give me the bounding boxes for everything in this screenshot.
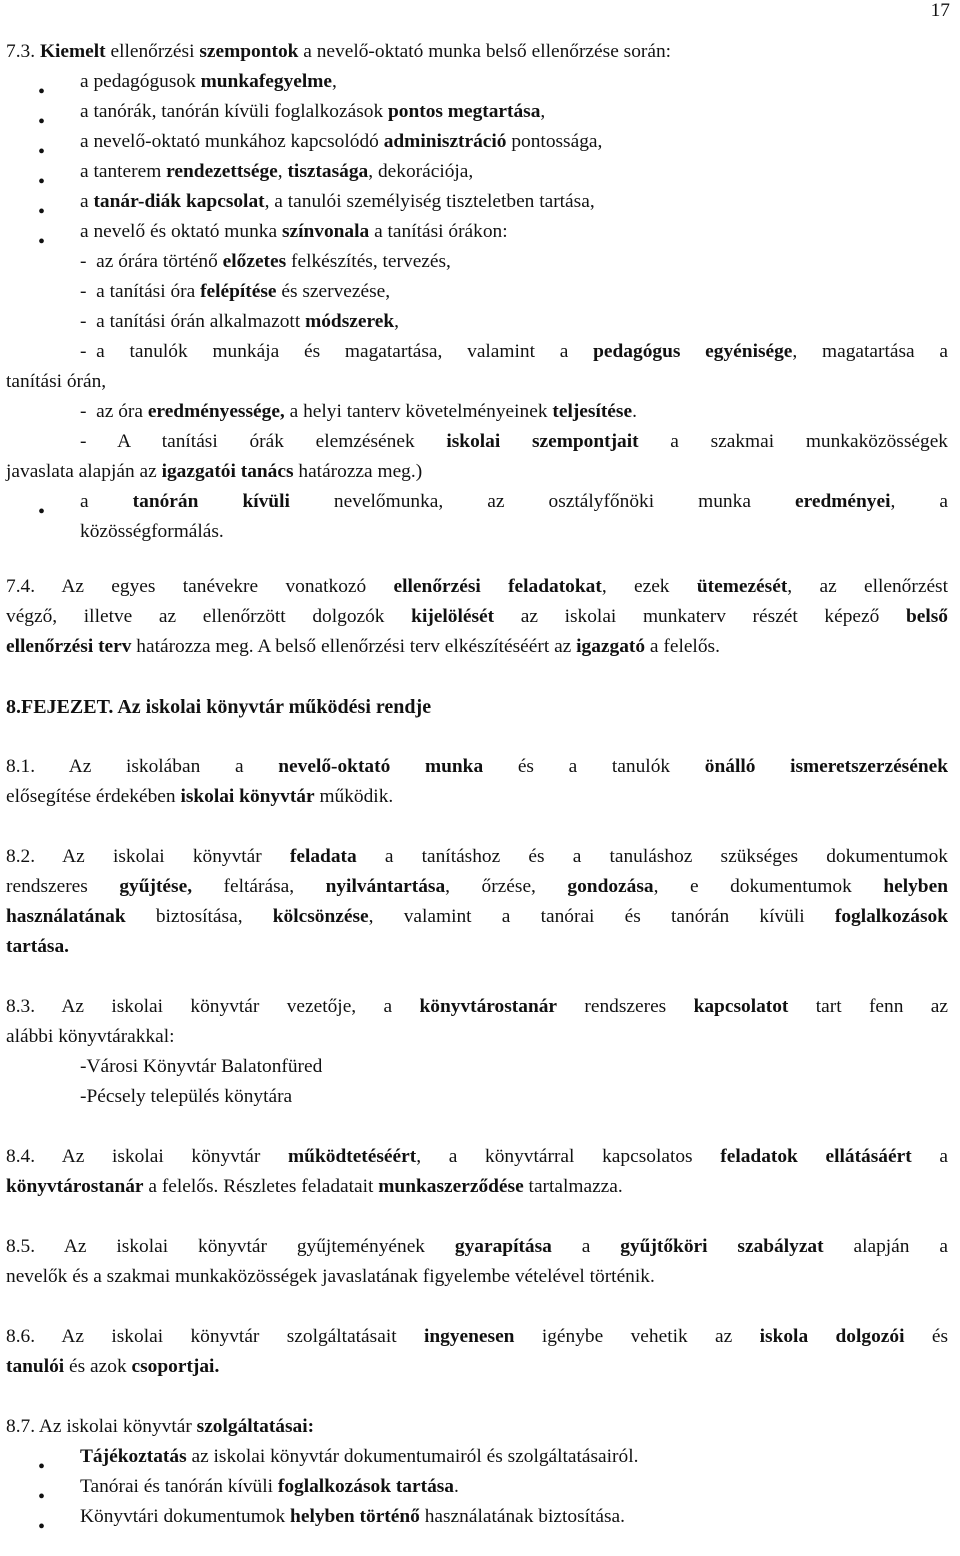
bullet-icon: • <box>38 141 46 163</box>
bold-text: eredményessége, <box>147 401 285 422</box>
text-run: ellenőrzési <box>105 41 200 62</box>
text-run: , dekorációja, <box>368 161 474 182</box>
text-run: a <box>80 191 94 212</box>
text-run: javaslata alapján az <box>6 461 162 482</box>
bold-text: gyűjtőköri szabályzat <box>620 1236 824 1257</box>
bold-text: gyarapítása <box>454 1236 552 1257</box>
bold-text: Kiemelt <box>39 41 106 62</box>
bullet-icon: • <box>38 111 46 133</box>
text-line <box>6 1235 948 1259</box>
text-line <box>6 1175 948 1199</box>
text-run: nevelőmunka, az osztályfőnöki munka <box>289 491 795 512</box>
bullet-icon: • <box>38 501 46 523</box>
bold-text: tanulói <box>6 1356 65 1377</box>
text-line <box>6 635 948 659</box>
text-run: - a tanítási óra <box>80 281 201 302</box>
bold-text: nevelő-oktató munka <box>278 756 484 777</box>
text-line <box>80 100 948 124</box>
text-run: , <box>540 101 546 122</box>
text-line <box>6 575 948 599</box>
bold-text: munkafegyelme <box>200 71 333 92</box>
text-run: elősegítése érdekében <box>6 786 181 807</box>
text-run: -Városi Könyvtár Balatonfüred <box>80 1056 323 1077</box>
text-run: a tanításhoz és a tanuláshoz szükséges dokumentumok <box>356 846 948 867</box>
bold-text: belső <box>905 606 948 627</box>
bold-text: kölcsönzése <box>272 906 369 927</box>
text-run: alapján a <box>823 1236 948 1257</box>
text-run: biztosítása, <box>125 906 273 927</box>
bold-text: működtetéséért <box>288 1146 417 1167</box>
text-run: a helyi tanterv követelményeinek <box>284 401 553 422</box>
text-run: , az ellenőrzést <box>787 576 948 597</box>
text-line <box>80 130 948 154</box>
text-run: használatának biztosítása. <box>419 1506 625 1527</box>
text-line <box>6 935 948 959</box>
text-run: -Pécsely település könytára <box>80 1086 293 1107</box>
bold-text: ellenőrzési feladatokat <box>393 576 602 597</box>
text-run: 7.3. <box>6 41 40 62</box>
text-run: feltárása, <box>192 876 326 897</box>
bullet-icon: • <box>38 231 46 253</box>
text-run: a <box>911 1146 948 1167</box>
text-run: tartalmazza. <box>523 1176 623 1197</box>
text-run: igénybe vehetik az <box>514 1326 760 1347</box>
text-run: 7.4. Az egyes tanévekre vonatkozó <box>6 576 394 597</box>
text-line <box>6 460 948 484</box>
text-line <box>6 995 948 1019</box>
text-run: tart fenn az <box>788 996 948 1017</box>
text-line <box>80 70 948 94</box>
text-run: a felelős. Részletes feladatait <box>143 1176 379 1197</box>
text-run: az iskolai könyvtár dokumentumairól és szolgáltatásairól. <box>186 1446 639 1467</box>
bold-text: Tájékoztatás <box>80 1446 187 1467</box>
text-run: , <box>277 161 288 182</box>
chapter-heading <box>6 695 948 719</box>
text-run: 8.1. Az iskolában a <box>6 756 279 777</box>
text-run: , e dokumentumok <box>653 876 884 897</box>
text-run: a szakmai munkaközösségek <box>638 431 948 452</box>
bold-text: pontos megtartása <box>388 101 541 122</box>
text-run: , őrzése, <box>445 876 568 897</box>
text-run: nevelők és a szakmai munkaközösségek javaslatának figyelembe vételével történik. <box>6 1266 655 1287</box>
text-line <box>80 1475 948 1499</box>
bold-text: ütemezését <box>696 576 788 597</box>
bold-text: teljesítése <box>552 401 633 422</box>
bold-text: felépítése <box>200 281 277 302</box>
bold-text: szempontok <box>199 41 299 62</box>
bold-text: csoportjai. <box>131 1356 220 1377</box>
text-run: 8.7. Az iskolai könyvtár <box>6 1416 197 1437</box>
bold-text: adminisztráció <box>383 131 507 152</box>
bold-text: munkaszerződése <box>378 1176 524 1197</box>
text-run: a tanítási órákon: <box>369 221 508 242</box>
text-line <box>6 1025 948 1049</box>
text-run: 8.6. Az iskolai könyvtár szolgáltatásait <box>6 1326 424 1347</box>
text-line <box>6 845 948 869</box>
text-line <box>80 1085 948 1109</box>
text-run: és szervezése, <box>276 281 391 302</box>
text-run: rendszeres <box>6 876 120 897</box>
text-run: alábbi könyvtárakkal: <box>6 1026 175 1047</box>
bold-text: iskolai könyvtár <box>180 786 315 807</box>
text-run: , a tanulói személyiség tiszteletben tartása, <box>264 191 595 212</box>
text-line <box>6 755 948 779</box>
bold-text: szolgáltatásai: <box>196 1416 315 1437</box>
bold-text: előzetes <box>222 251 287 272</box>
text-run: Tanórai és tanórán kívüli <box>80 1476 278 1497</box>
text-run: , magatartása a <box>792 341 949 362</box>
text-run: - A tanítási órák elemzésének <box>80 431 447 452</box>
bold-text: használatának <box>6 906 126 927</box>
text-run: határozza meg. A belső ellenőrzési terv elkészítéséért az <box>131 636 577 657</box>
bold-text: gyűjtése, <box>119 876 193 897</box>
text-line <box>80 310 948 334</box>
text-run: a pedagógusok <box>80 71 201 92</box>
bold-text: ellenőrzési terv <box>6 636 132 657</box>
bullet-icon: • <box>38 171 46 193</box>
text-line <box>6 1145 948 1169</box>
text-line <box>6 1415 948 1439</box>
bold-text: igazgatói tanács <box>161 461 294 482</box>
text-run: 8.3. Az iskolai könyvtár vezetője, a <box>6 996 420 1017</box>
text-run: a tanterem <box>80 161 167 182</box>
bold-text: kijelölését <box>411 606 495 627</box>
bullet-icon: • <box>38 201 46 223</box>
text-run: és a tanulók <box>483 756 705 777</box>
text-run: a felelős. <box>645 636 720 657</box>
bold-text: önálló ismeretszerzésének <box>704 756 949 777</box>
text-line <box>6 605 948 629</box>
page-number: 17 <box>930 0 950 21</box>
text-line <box>80 430 948 454</box>
text-line <box>80 1505 948 1529</box>
text-run: és <box>904 1326 948 1347</box>
text-run: pontossága, <box>506 131 603 152</box>
bullet-icon: • <box>38 1486 46 1508</box>
bold-text: nyilvántartása <box>325 876 446 897</box>
bold-text: tisztasága <box>287 161 369 182</box>
bold-text: foglalkozások <box>834 906 948 927</box>
bold-text: tanár-diák kapcsolat <box>93 191 265 212</box>
bold-text: ingyenesen <box>423 1326 515 1347</box>
text-line <box>6 370 948 394</box>
text-run: a tanórák, tanórán kívüli foglalkozások <box>80 101 388 122</box>
bold-text: kapcsolatot <box>693 996 789 1017</box>
text-run: , a könyvtárral kapcsolatos <box>416 1146 721 1167</box>
text-line <box>6 905 948 929</box>
text-run: - az óra <box>80 401 148 422</box>
text-run: és azok <box>64 1356 132 1377</box>
text-run: 8.4. Az iskolai könyvtár <box>6 1146 289 1167</box>
bullet-icon: • <box>38 1516 46 1538</box>
text-line <box>80 250 948 274</box>
bullet-icon: • <box>38 81 46 103</box>
text-run: 8.2. Az iskolai könyvtár <box>6 846 290 867</box>
text-line <box>80 400 948 424</box>
bold-text: gondozása <box>567 876 654 897</box>
text-run: felkészítés, tervezés, <box>286 251 451 272</box>
text-run: - a tanulók munkája és magatartása, valamint a <box>80 341 594 362</box>
text-run: a nevelő-oktató munka belső ellenőrzése során: <box>298 41 672 62</box>
bold-text: tanórán kívüli <box>132 491 290 512</box>
bold-text: foglalkozások tartása <box>277 1476 455 1497</box>
bold-text: feladatok ellátásáért <box>720 1146 912 1167</box>
text-line <box>80 190 948 214</box>
text-run: , <box>394 311 399 332</box>
text-line <box>80 520 948 544</box>
text-line <box>80 1055 948 1079</box>
text-line <box>80 340 948 364</box>
text-line <box>6 785 948 809</box>
text-run: rendszeres <box>557 996 694 1017</box>
text-run: , a <box>890 491 948 512</box>
bold-text: könyvtárostanár <box>6 1176 144 1197</box>
text-run: közösségformálás. <box>80 521 224 542</box>
bold-text: iskolai szempontjait <box>446 431 639 452</box>
text-run: , valamint a tanórai és tanórán kívüli <box>368 906 835 927</box>
text-line <box>80 490 948 514</box>
text-line <box>80 220 948 244</box>
bold-text: tartása. <box>6 936 70 957</box>
bold-text: 8.FEJEZET. Az iskolai könyvtár működési rendje <box>6 696 432 718</box>
bullet-icon: • <box>38 1456 46 1478</box>
text-line <box>6 40 948 64</box>
bold-text: feladata <box>289 846 357 867</box>
bold-text: igazgató <box>576 636 646 657</box>
bold-text: színvonala <box>281 221 370 242</box>
text-run: . <box>632 401 637 422</box>
bold-text: helyben <box>883 876 948 897</box>
text-line <box>80 1445 948 1469</box>
text-run: , ezek <box>601 576 697 597</box>
text-line <box>6 875 948 899</box>
bold-text: eredményei <box>794 491 891 512</box>
text-run: a <box>80 491 133 512</box>
text-run: . <box>454 1476 459 1497</box>
text-run: - a tanítási órán alkalmazott <box>80 311 306 332</box>
text-run: működik. <box>314 786 394 807</box>
text-line <box>6 1265 948 1289</box>
text-run: Könyvtári dokumentumok <box>80 1506 291 1527</box>
text-run: - az órára történő <box>80 251 223 272</box>
bold-text: helyben történő <box>290 1506 420 1527</box>
text-line <box>6 1355 948 1379</box>
text-run: tanítási órán, <box>6 371 107 392</box>
bold-text: rendezettsége <box>166 161 278 182</box>
text-run: 8.5. Az iskolai könyvtár gyűjteményének <box>6 1236 455 1257</box>
text-line <box>80 280 948 304</box>
text-run: , <box>332 71 337 92</box>
text-line <box>6 1325 948 1349</box>
text-run: a <box>551 1236 621 1257</box>
text-run: a nevelő és oktató munka <box>80 221 282 242</box>
text-run: végző, illetve az ellenőrzött dolgozók <box>6 606 412 627</box>
text-line <box>80 160 948 184</box>
bold-text: pedagógus egyénisége <box>593 341 793 362</box>
bold-text: iskola dolgozói <box>759 1326 905 1347</box>
bold-text: könyvtárostanár <box>419 996 558 1017</box>
text-run: a nevelő-oktató munkához kapcsolódó <box>80 131 384 152</box>
text-run: határozza meg.) <box>293 461 423 482</box>
bold-text: módszerek <box>305 311 395 332</box>
text-run: az iskolai munkaterv részét képező <box>494 606 906 627</box>
